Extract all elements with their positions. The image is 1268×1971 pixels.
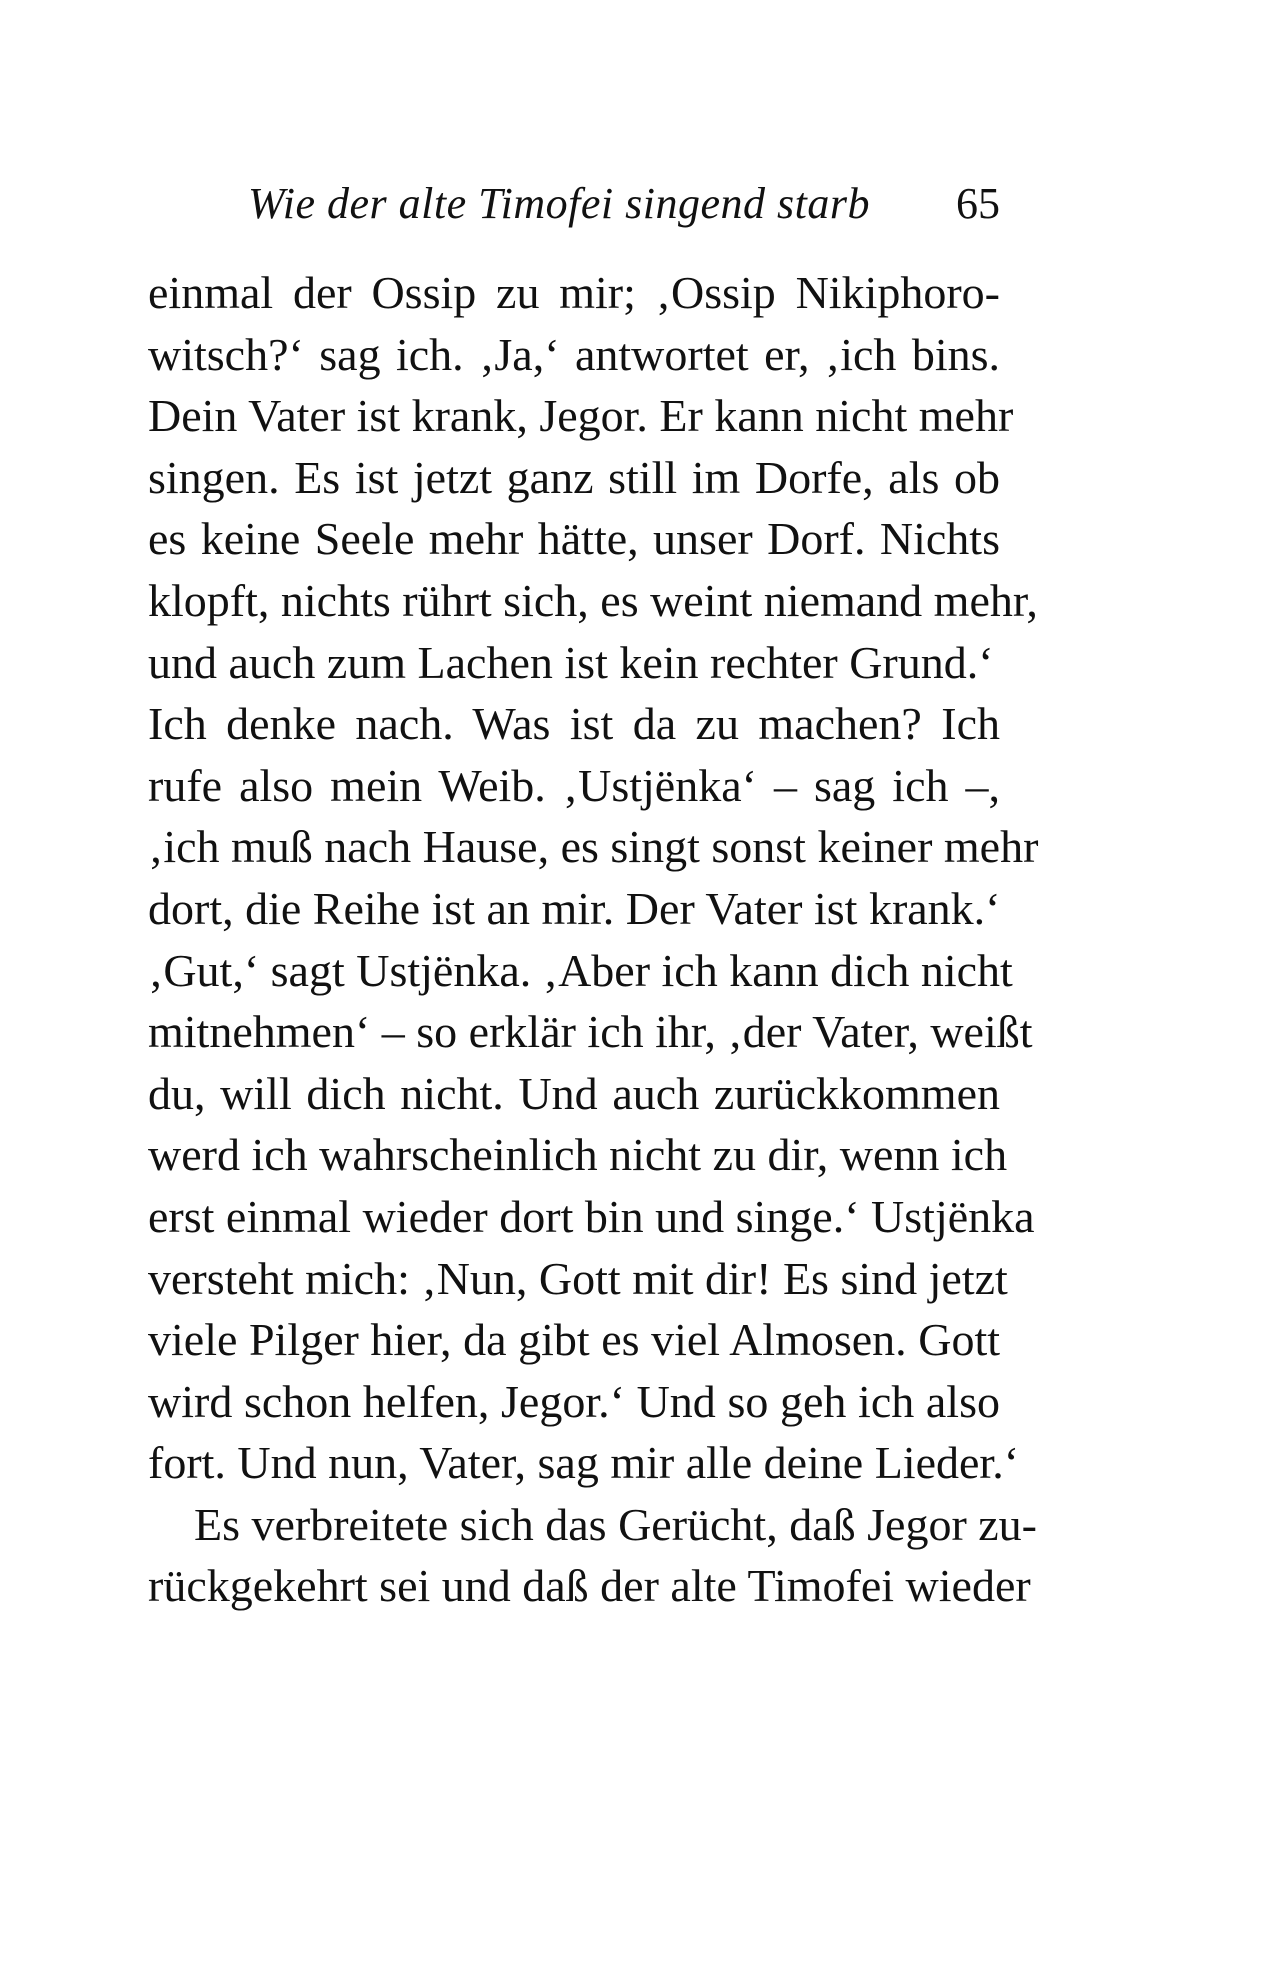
text-line: es keine Seele mehr hätte, unser Dorf. Nichts [148,513,1000,565]
text-line: Ich denke nach. Was ist da zu machen? Ich [148,698,1000,750]
text-line: du, will dich nicht. Und auch zurückkommen [148,1067,1000,1119]
text-line: rückgekehrt sei und daß der alte Timofei wieder [148,1560,1031,1612]
page-number: 65 [956,179,1000,228]
text-line: klopft, nichts rührt sich, es weint niemand mehr, [148,574,1038,626]
text-line: viele Pilger hier, da gibt es viel Almosen. Gott [148,1314,1000,1366]
running-title: Wie der alte Timofei singend starb [248,179,870,228]
text-line: witsch?‘ sag ich. ‚Ja,‘ antwortet er, ‚ich bins. [148,328,1000,380]
text-line: werd ich wahrscheinlich nicht zu dir, wenn ich [148,1129,1008,1181]
text-line: ‚ich muß nach Hause, es singt sonst keiner mehr [148,821,1039,873]
text-line: wird schon helfen, Jegor.‘ Und so geh ich also [148,1375,1000,1427]
text-line: dort, die Reihe ist an mir. Der Vater ist krank.‘ [148,882,1001,934]
text-line: einmal der Ossip zu mir; ‚Ossip Nikiphoro- [148,267,1000,318]
paragraph-start-line: Es verbreitete sich das Gerücht, daß Jegor zu- [194,1498,1038,1550]
text-line: mitnehmen‘ – so erklär ich ihr, ‚der Vater, weißt [148,1006,1033,1058]
text-line: und auch zum Lachen ist kein rechter Grund.‘ [148,636,994,688]
text-line: Dein Vater ist krank, Jegor. Er kann nicht mehr [148,390,1014,442]
text-line: versteht mich: ‚Nun, Gott mit dir! Es sind jetzt [148,1252,1008,1304]
text-line: ‚Gut,‘ sagt Ustjënka. ‚Aber ich kann dich nicht [148,944,1013,996]
body-text [148,262,1039,1617]
text-line: rufe also mein Weib. ‚Ustjënka‘ – sag ich –, [148,759,1000,811]
text-line: erst einmal wieder dort bin und singe.‘ Ustjënka [148,1190,1035,1242]
text-line: fort. Und nun, Vater, sag mir alle deine Lieder.‘ [148,1437,1020,1489]
page-header [248,178,1000,238]
text-line: singen. Es ist jetzt ganz still im Dorfe, als ob [148,451,1000,503]
